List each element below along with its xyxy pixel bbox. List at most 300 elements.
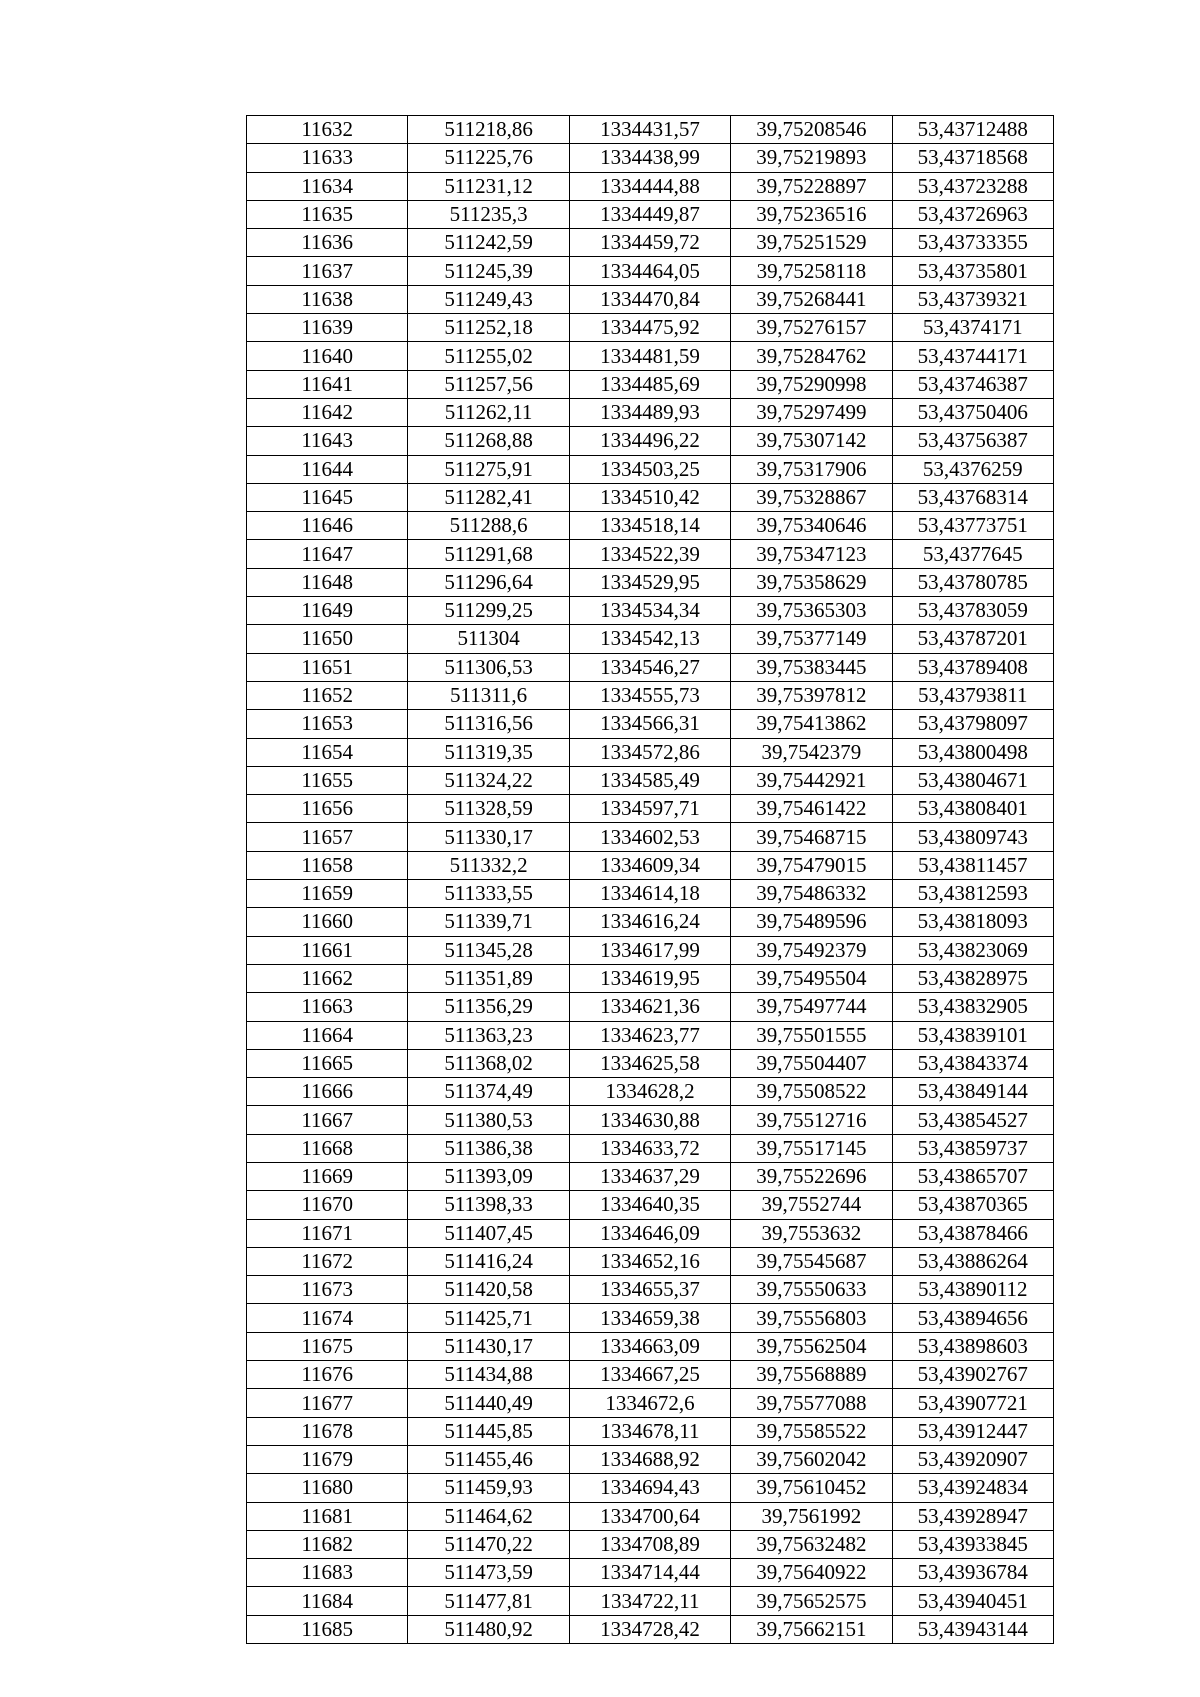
latitude-cell: 53,43839101	[892, 1021, 1053, 1049]
longitude-cell: 39,75358629	[731, 568, 892, 596]
longitude-cell: 39,75307142	[731, 427, 892, 455]
table-row	[247, 1106, 1054, 1134]
x-coordinate-cell: 511407,45	[408, 1219, 569, 1247]
point-number-cell: 11676	[247, 1361, 408, 1389]
x-coordinate-cell: 511434,88	[408, 1361, 569, 1389]
point-number-cell: 11681	[247, 1502, 408, 1530]
x-coordinate-cell: 511416,24	[408, 1247, 569, 1275]
y-coordinate-cell: 1334529,95	[569, 568, 730, 596]
y-coordinate-cell: 1334546,27	[569, 653, 730, 681]
latitude-cell: 53,43809743	[892, 823, 1053, 851]
longitude-cell: 39,75497744	[731, 993, 892, 1021]
longitude-cell: 39,75662151	[731, 1615, 892, 1643]
y-coordinate-cell: 1334431,57	[569, 116, 730, 144]
point-number-cell: 11662	[247, 964, 408, 992]
latitude-cell: 53,43789408	[892, 653, 1053, 681]
point-number-cell: 11654	[247, 738, 408, 766]
longitude-cell: 39,7542379	[731, 738, 892, 766]
y-coordinate-cell: 1334522,39	[569, 540, 730, 568]
longitude-cell: 39,75468715	[731, 823, 892, 851]
x-coordinate-cell: 511268,88	[408, 427, 569, 455]
table-row	[247, 342, 1054, 370]
x-coordinate-cell: 511235,3	[408, 200, 569, 228]
longitude-cell: 39,75504407	[731, 1049, 892, 1077]
x-coordinate-cell: 511425,71	[408, 1304, 569, 1332]
x-coordinate-cell: 511328,59	[408, 795, 569, 823]
latitude-cell: 53,43890112	[892, 1276, 1053, 1304]
y-coordinate-cell: 1334714,44	[569, 1559, 730, 1587]
point-number-cell: 11679	[247, 1445, 408, 1473]
latitude-cell: 53,43943144	[892, 1615, 1053, 1643]
x-coordinate-cell: 511356,29	[408, 993, 569, 1021]
y-coordinate-cell: 1334625,58	[569, 1049, 730, 1077]
point-number-cell: 11641	[247, 370, 408, 398]
latitude-cell: 53,43912447	[892, 1417, 1053, 1445]
point-number-cell: 11646	[247, 512, 408, 540]
longitude-cell: 39,75228897	[731, 172, 892, 200]
latitude-cell: 53,43808401	[892, 795, 1053, 823]
table-row	[247, 964, 1054, 992]
longitude-cell: 39,75328867	[731, 483, 892, 511]
table-row	[247, 880, 1054, 908]
table-row	[247, 936, 1054, 964]
coordinates-table-body	[247, 116, 1054, 1644]
y-coordinate-cell: 1334438,99	[569, 144, 730, 172]
table-row	[247, 455, 1054, 483]
point-number-cell: 11643	[247, 427, 408, 455]
x-coordinate-cell: 511332,2	[408, 851, 569, 879]
y-coordinate-cell: 1334470,84	[569, 285, 730, 313]
longitude-cell: 39,75290998	[731, 370, 892, 398]
x-coordinate-cell: 511262,11	[408, 398, 569, 426]
x-coordinate-cell: 511282,41	[408, 483, 569, 511]
longitude-cell: 39,75556803	[731, 1304, 892, 1332]
point-number-cell: 11634	[247, 172, 408, 200]
x-coordinate-cell: 511296,64	[408, 568, 569, 596]
y-coordinate-cell: 1334566,31	[569, 710, 730, 738]
latitude-cell: 53,43870365	[892, 1191, 1053, 1219]
latitude-cell: 53,43832905	[892, 993, 1053, 1021]
longitude-cell: 39,7561992	[731, 1502, 892, 1530]
latitude-cell: 53,43933845	[892, 1530, 1053, 1558]
y-coordinate-cell: 1334489,93	[569, 398, 730, 426]
latitude-cell: 53,43936784	[892, 1559, 1053, 1587]
longitude-cell: 39,75413862	[731, 710, 892, 738]
latitude-cell: 53,4377645	[892, 540, 1053, 568]
y-coordinate-cell: 1334459,72	[569, 229, 730, 257]
table-row	[247, 172, 1054, 200]
y-coordinate-cell: 1334572,86	[569, 738, 730, 766]
y-coordinate-cell: 1334708,89	[569, 1530, 730, 1558]
y-coordinate-cell: 1334663,09	[569, 1332, 730, 1360]
point-number-cell: 11669	[247, 1162, 408, 1190]
point-number-cell: 11647	[247, 540, 408, 568]
y-coordinate-cell: 1334628,2	[569, 1078, 730, 1106]
point-number-cell: 11649	[247, 597, 408, 625]
longitude-cell: 39,75251529	[731, 229, 892, 257]
x-coordinate-cell: 511473,59	[408, 1559, 569, 1587]
longitude-cell: 39,75365303	[731, 597, 892, 625]
x-coordinate-cell: 511333,55	[408, 880, 569, 908]
longitude-cell: 39,75340646	[731, 512, 892, 540]
x-coordinate-cell: 511311,6	[408, 681, 569, 709]
x-coordinate-cell: 511464,62	[408, 1502, 569, 1530]
latitude-cell: 53,43894656	[892, 1304, 1053, 1332]
latitude-cell: 53,43804671	[892, 766, 1053, 794]
longitude-cell: 39,75297499	[731, 398, 892, 426]
point-number-cell: 11673	[247, 1276, 408, 1304]
latitude-cell: 53,43780785	[892, 568, 1053, 596]
x-coordinate-cell: 511306,53	[408, 653, 569, 681]
table-row	[247, 653, 1054, 681]
x-coordinate-cell: 511339,71	[408, 908, 569, 936]
x-coordinate-cell: 511374,49	[408, 1078, 569, 1106]
y-coordinate-cell: 1334688,92	[569, 1445, 730, 1473]
latitude-cell: 53,43744171	[892, 342, 1053, 370]
latitude-cell: 53,43733355	[892, 229, 1053, 257]
point-number-cell: 11642	[247, 398, 408, 426]
y-coordinate-cell: 1334617,99	[569, 936, 730, 964]
point-number-cell: 11682	[247, 1530, 408, 1558]
point-number-cell: 11684	[247, 1587, 408, 1615]
table-row	[247, 823, 1054, 851]
y-coordinate-cell: 1334619,95	[569, 964, 730, 992]
latitude-cell: 53,43798097	[892, 710, 1053, 738]
table-row	[247, 681, 1054, 709]
y-coordinate-cell: 1334700,64	[569, 1502, 730, 1530]
table-row	[247, 512, 1054, 540]
table-row	[247, 427, 1054, 455]
table-row	[247, 795, 1054, 823]
x-coordinate-cell: 511440,49	[408, 1389, 569, 1417]
latitude-cell: 53,43928947	[892, 1502, 1053, 1530]
table-row	[247, 1389, 1054, 1417]
point-number-cell: 11672	[247, 1247, 408, 1275]
x-coordinate-cell: 511430,17	[408, 1332, 569, 1360]
latitude-cell: 53,43823069	[892, 936, 1053, 964]
y-coordinate-cell: 1334678,11	[569, 1417, 730, 1445]
table-row	[247, 1417, 1054, 1445]
table-row	[247, 1332, 1054, 1360]
longitude-cell: 39,75219893	[731, 144, 892, 172]
y-coordinate-cell: 1334534,34	[569, 597, 730, 625]
x-coordinate-cell: 511242,59	[408, 229, 569, 257]
longitude-cell: 39,75442921	[731, 766, 892, 794]
y-coordinate-cell: 1334722,11	[569, 1587, 730, 1615]
y-coordinate-cell: 1334444,88	[569, 172, 730, 200]
table-row	[247, 1304, 1054, 1332]
table-row	[247, 1445, 1054, 1473]
y-coordinate-cell: 1334659,38	[569, 1304, 730, 1332]
table-row	[247, 851, 1054, 879]
longitude-cell: 39,75501555	[731, 1021, 892, 1049]
latitude-cell: 53,43712488	[892, 116, 1053, 144]
longitude-cell: 39,75236516	[731, 200, 892, 228]
table-row	[247, 229, 1054, 257]
longitude-cell: 39,7552744	[731, 1191, 892, 1219]
table-row	[247, 1049, 1054, 1077]
point-number-cell: 11637	[247, 257, 408, 285]
x-coordinate-cell: 511245,39	[408, 257, 569, 285]
y-coordinate-cell: 1334597,71	[569, 795, 730, 823]
point-number-cell: 11664	[247, 1021, 408, 1049]
latitude-cell: 53,43773751	[892, 512, 1053, 540]
table-row	[247, 1502, 1054, 1530]
longitude-cell: 39,75508522	[731, 1078, 892, 1106]
latitude-cell: 53,43886264	[892, 1247, 1053, 1275]
x-coordinate-cell: 511386,38	[408, 1134, 569, 1162]
table-row	[247, 1021, 1054, 1049]
latitude-cell: 53,43865707	[892, 1162, 1053, 1190]
point-number-cell: 11674	[247, 1304, 408, 1332]
longitude-cell: 39,75284762	[731, 342, 892, 370]
table-row	[247, 285, 1054, 313]
point-number-cell: 11648	[247, 568, 408, 596]
longitude-cell: 39,75517145	[731, 1134, 892, 1162]
y-coordinate-cell: 1334449,87	[569, 200, 730, 228]
x-coordinate-cell: 511257,56	[408, 370, 569, 398]
x-coordinate-cell: 511393,09	[408, 1162, 569, 1190]
x-coordinate-cell: 511470,22	[408, 1530, 569, 1558]
point-number-cell: 11667	[247, 1106, 408, 1134]
longitude-cell: 39,75489596	[731, 908, 892, 936]
longitude-cell: 39,75208546	[731, 116, 892, 144]
table-row	[247, 144, 1054, 172]
table-row	[247, 1530, 1054, 1558]
longitude-cell: 39,75562504	[731, 1332, 892, 1360]
table-row	[247, 1162, 1054, 1190]
latitude-cell: 53,43902767	[892, 1361, 1053, 1389]
latitude-cell: 53,43723288	[892, 172, 1053, 200]
point-number-cell: 11675	[247, 1332, 408, 1360]
y-coordinate-cell: 1334672,6	[569, 1389, 730, 1417]
latitude-cell: 53,43726963	[892, 200, 1053, 228]
table-row	[247, 710, 1054, 738]
table-row	[247, 370, 1054, 398]
point-number-cell: 11640	[247, 342, 408, 370]
x-coordinate-cell: 511480,92	[408, 1615, 569, 1643]
latitude-cell: 53,43735801	[892, 257, 1053, 285]
latitude-cell: 53,43746387	[892, 370, 1053, 398]
latitude-cell: 53,43920907	[892, 1445, 1053, 1473]
table-row	[247, 540, 1054, 568]
longitude-cell: 39,75377149	[731, 625, 892, 653]
point-number-cell: 11663	[247, 993, 408, 1021]
table-row	[247, 597, 1054, 625]
point-number-cell: 11660	[247, 908, 408, 936]
latitude-cell: 53,43898603	[892, 1332, 1053, 1360]
latitude-cell: 53,43718568	[892, 144, 1053, 172]
x-coordinate-cell: 511275,91	[408, 455, 569, 483]
longitude-cell: 39,75486332	[731, 880, 892, 908]
longitude-cell: 39,75545687	[731, 1247, 892, 1275]
x-coordinate-cell: 511445,85	[408, 1417, 569, 1445]
table-row	[247, 1587, 1054, 1615]
point-number-cell: 11650	[247, 625, 408, 653]
x-coordinate-cell: 511218,86	[408, 116, 569, 144]
latitude-cell: 53,4376259	[892, 455, 1053, 483]
x-coordinate-cell: 511249,43	[408, 285, 569, 313]
longitude-cell: 39,75522696	[731, 1162, 892, 1190]
x-coordinate-cell: 511330,17	[408, 823, 569, 851]
x-coordinate-cell: 511225,76	[408, 144, 569, 172]
latitude-cell: 53,43800498	[892, 738, 1053, 766]
y-coordinate-cell: 1334542,13	[569, 625, 730, 653]
table-row	[247, 766, 1054, 794]
y-coordinate-cell: 1334616,24	[569, 908, 730, 936]
longitude-cell: 39,75347123	[731, 540, 892, 568]
x-coordinate-cell: 511380,53	[408, 1106, 569, 1134]
table-row	[247, 1191, 1054, 1219]
x-coordinate-cell: 511299,25	[408, 597, 569, 625]
y-coordinate-cell: 1334623,77	[569, 1021, 730, 1049]
table-row	[247, 398, 1054, 426]
table-row	[247, 1219, 1054, 1247]
table-row	[247, 1615, 1054, 1643]
table-row	[247, 116, 1054, 144]
y-coordinate-cell: 1334646,09	[569, 1219, 730, 1247]
latitude-cell: 53,43750406	[892, 398, 1053, 426]
longitude-cell: 39,75602042	[731, 1445, 892, 1473]
latitude-cell: 53,43828975	[892, 964, 1053, 992]
x-coordinate-cell: 511319,35	[408, 738, 569, 766]
longitude-cell: 39,75383445	[731, 653, 892, 681]
table-row	[247, 1078, 1054, 1106]
point-number-cell: 11665	[247, 1049, 408, 1077]
point-number-cell: 11657	[247, 823, 408, 851]
coordinates-table	[246, 115, 1054, 1644]
x-coordinate-cell: 511368,02	[408, 1049, 569, 1077]
table-row	[247, 314, 1054, 342]
point-number-cell: 11645	[247, 483, 408, 511]
y-coordinate-cell: 1334464,05	[569, 257, 730, 285]
y-coordinate-cell: 1334621,36	[569, 993, 730, 1021]
point-number-cell: 11633	[247, 144, 408, 172]
table-row	[247, 1474, 1054, 1502]
longitude-cell: 39,75479015	[731, 851, 892, 879]
point-number-cell: 11638	[247, 285, 408, 313]
y-coordinate-cell: 1334694,43	[569, 1474, 730, 1502]
longitude-cell: 39,75397812	[731, 681, 892, 709]
latitude-cell: 53,4374171	[892, 314, 1053, 342]
x-coordinate-cell: 511455,46	[408, 1445, 569, 1473]
y-coordinate-cell: 1334602,53	[569, 823, 730, 851]
point-number-cell: 11668	[247, 1134, 408, 1162]
latitude-cell: 53,43843374	[892, 1049, 1053, 1077]
table-row	[247, 1276, 1054, 1304]
x-coordinate-cell: 511398,33	[408, 1191, 569, 1219]
point-number-cell: 11656	[247, 795, 408, 823]
point-number-cell: 11652	[247, 681, 408, 709]
table-row	[247, 993, 1054, 1021]
y-coordinate-cell: 1334609,34	[569, 851, 730, 879]
point-number-cell: 11677	[247, 1389, 408, 1417]
y-coordinate-cell: 1334475,92	[569, 314, 730, 342]
longitude-cell: 39,75585522	[731, 1417, 892, 1445]
y-coordinate-cell: 1334728,42	[569, 1615, 730, 1643]
table-row	[247, 568, 1054, 596]
y-coordinate-cell: 1334503,25	[569, 455, 730, 483]
point-number-cell: 11659	[247, 880, 408, 908]
point-number-cell: 11658	[247, 851, 408, 879]
y-coordinate-cell: 1334481,59	[569, 342, 730, 370]
latitude-cell: 53,43818093	[892, 908, 1053, 936]
table-row	[247, 908, 1054, 936]
longitude-cell: 39,75495504	[731, 964, 892, 992]
latitude-cell: 53,43924834	[892, 1474, 1053, 1502]
x-coordinate-cell: 511477,81	[408, 1587, 569, 1615]
latitude-cell: 53,43768314	[892, 483, 1053, 511]
table-row	[247, 483, 1054, 511]
point-number-cell: 11678	[247, 1417, 408, 1445]
y-coordinate-cell: 1334630,88	[569, 1106, 730, 1134]
longitude-cell: 39,75268441	[731, 285, 892, 313]
point-number-cell: 11680	[247, 1474, 408, 1502]
longitude-cell: 39,75652575	[731, 1587, 892, 1615]
latitude-cell: 53,43854527	[892, 1106, 1053, 1134]
x-coordinate-cell: 511345,28	[408, 936, 569, 964]
longitude-cell: 39,75512716	[731, 1106, 892, 1134]
y-coordinate-cell: 1334640,35	[569, 1191, 730, 1219]
y-coordinate-cell: 1334633,72	[569, 1134, 730, 1162]
latitude-cell: 53,43812593	[892, 880, 1053, 908]
longitude-cell: 39,75276157	[731, 314, 892, 342]
point-number-cell: 11661	[247, 936, 408, 964]
latitude-cell: 53,43859737	[892, 1134, 1053, 1162]
point-number-cell: 11666	[247, 1078, 408, 1106]
longitude-cell: 39,75568889	[731, 1361, 892, 1389]
y-coordinate-cell: 1334518,14	[569, 512, 730, 540]
point-number-cell: 11655	[247, 766, 408, 794]
table-row	[247, 625, 1054, 653]
latitude-cell: 53,43940451	[892, 1587, 1053, 1615]
latitude-cell: 53,43739321	[892, 285, 1053, 313]
x-coordinate-cell: 511252,18	[408, 314, 569, 342]
y-coordinate-cell: 1334652,16	[569, 1247, 730, 1275]
table-row	[247, 738, 1054, 766]
y-coordinate-cell: 1334485,69	[569, 370, 730, 398]
table-row	[247, 1361, 1054, 1389]
point-number-cell: 11671	[247, 1219, 408, 1247]
longitude-cell: 39,75317906	[731, 455, 892, 483]
x-coordinate-cell: 511459,93	[408, 1474, 569, 1502]
point-number-cell: 11632	[247, 116, 408, 144]
y-coordinate-cell: 1334667,25	[569, 1361, 730, 1389]
x-coordinate-cell: 511291,68	[408, 540, 569, 568]
table-row	[247, 200, 1054, 228]
table-row	[247, 257, 1054, 285]
y-coordinate-cell: 1334585,49	[569, 766, 730, 794]
table-row	[247, 1559, 1054, 1587]
longitude-cell: 39,75640922	[731, 1559, 892, 1587]
latitude-cell: 53,43783059	[892, 597, 1053, 625]
y-coordinate-cell: 1334496,22	[569, 427, 730, 455]
y-coordinate-cell: 1334510,42	[569, 483, 730, 511]
longitude-cell: 39,75258118	[731, 257, 892, 285]
latitude-cell: 53,43787201	[892, 625, 1053, 653]
y-coordinate-cell: 1334614,18	[569, 880, 730, 908]
longitude-cell: 39,75577088	[731, 1389, 892, 1417]
longitude-cell: 39,75610452	[731, 1474, 892, 1502]
y-coordinate-cell: 1334637,29	[569, 1162, 730, 1190]
table-row	[247, 1247, 1054, 1275]
x-coordinate-cell: 511324,22	[408, 766, 569, 794]
point-number-cell: 11683	[247, 1559, 408, 1587]
longitude-cell: 39,75492379	[731, 936, 892, 964]
x-coordinate-cell: 511304	[408, 625, 569, 653]
x-coordinate-cell: 511363,23	[408, 1021, 569, 1049]
latitude-cell: 53,43849144	[892, 1078, 1053, 1106]
